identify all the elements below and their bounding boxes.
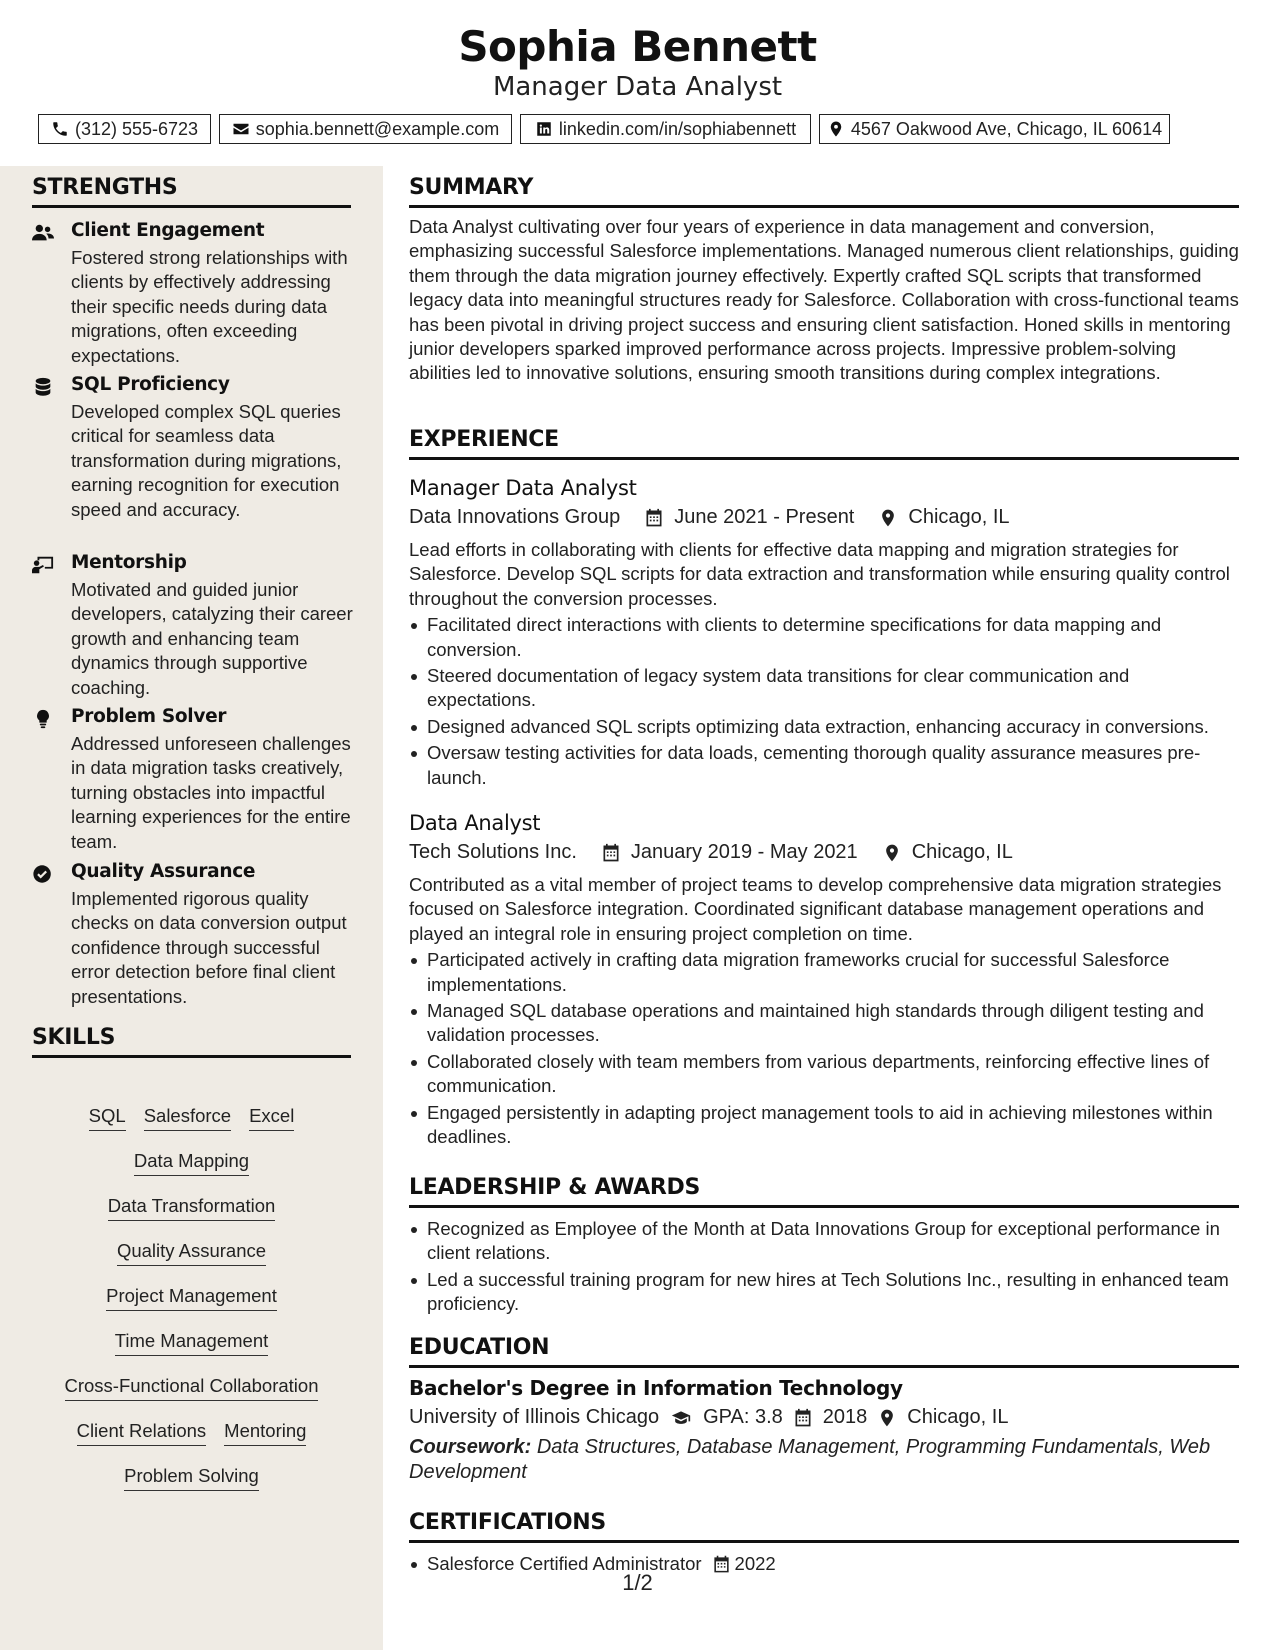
contact-address[interactable] <box>819 114 1170 144</box>
calendar-icon <box>601 843 621 863</box>
experience-section <box>409 427 1239 460</box>
leadership-item: Led a successful training program for new hires at Tech Solutions Inc., resulting in enhanced team proficiency. <box>409 1268 1239 1317</box>
skill-tag: Data Transformation <box>108 1194 276 1221</box>
users-icon <box>32 223 54 243</box>
envelope-icon <box>232 120 250 138</box>
graduation-year: 2018 <box>822 1406 868 1428</box>
skills-heading: SKILLS <box>32 1025 351 1058</box>
experience-heading: EXPERIENCE <box>409 427 1239 460</box>
contact-linkedin[interactable] <box>520 114 811 144</box>
certifications-section <box>409 1510 1239 1578</box>
job-entry <box>409 811 1239 1151</box>
map-pin-icon <box>878 508 898 528</box>
leadership-list <box>409 1217 1239 1317</box>
strengths-heading: STRENGTHS <box>32 175 351 208</box>
skill-tag: Project Management <box>106 1284 277 1311</box>
contact-address-text: 4567 Oakwood Ave, Chicago, IL 60614 <box>850 118 1163 139</box>
skill-tag: Quality Assurance <box>117 1239 266 1266</box>
job-title: Data Analyst <box>409 811 541 835</box>
job-company: Data Innovations Group <box>409 506 621 528</box>
job-bullet: Engaged persistently in adapting project management tools to aid in achieving milestones within deadlines. <box>409 1101 1239 1150</box>
job-description: Lead efforts in collaborating with clients for effective data mapping and migration strategies for Salesforce. Develop SQL scripts for data extraction and transformation while ensuring quality control throughout the conversion processes. <box>409 539 1230 609</box>
education-section <box>409 1335 1239 1485</box>
skill-tag: Cross-Functional Collaboration <box>65 1374 319 1401</box>
leadership-section <box>409 1175 1239 1319</box>
job-entry <box>409 476 1239 792</box>
check-circle-icon <box>32 864 54 884</box>
page-number: 1/2 <box>622 1570 653 1595</box>
certification-year: 2022 <box>734 1553 776 1574</box>
strength-description: Addressed unforeseen challenges in data migration tasks creatively, turning obstacles into impactful learning experiences for the entire team. <box>71 733 351 852</box>
job-dates: June 2021 - Present <box>674 506 855 528</box>
map-pin-icon <box>882 843 902 863</box>
database-icon <box>32 377 54 397</box>
skill-tag: Problem Solving <box>124 1464 259 1491</box>
coursework-label: Coursework: <box>409 1436 532 1458</box>
summary-heading: SUMMARY <box>409 175 1239 208</box>
graduation-cap-icon <box>669 1408 693 1428</box>
leadership-item: Recognized as Employee of the Month at Data Innovations Group for exceptional performance in client relations. <box>409 1217 1239 1266</box>
map-pin-icon <box>827 120 845 138</box>
job-description: Contributed as a vital member of project teams to develop comprehensive data migration strategies focused on Salesforce integration. Coordinated significant database management operations and played an integral role in ensuring project completion on time. <box>409 874 1222 944</box>
skills-section <box>32 1025 351 1058</box>
leadership-heading: LEADERSHIP & AWARDS <box>409 1175 1239 1208</box>
contact-phone[interactable] <box>38 114 211 144</box>
skills-list <box>32 1104 351 1509</box>
job-bullet: Facilitated direct interactions with clients to determine specifications for data mapping and conversion. <box>409 613 1239 662</box>
certification-name: Salesforce Certified Administrator <box>427 1553 702 1574</box>
education-heading: EDUCATION <box>409 1335 1239 1368</box>
job-bullet: Managed SQL database operations and maintained high standards through diligent testing and validation processes. <box>409 999 1239 1048</box>
job-location: Chicago, IL <box>911 841 1013 863</box>
contact-linkedin-text: linkedin.com/in/sophiabennett <box>558 118 797 139</box>
strength-title: Client Engagement <box>71 220 265 241</box>
school-location: Chicago, IL <box>907 1406 1009 1428</box>
skill-tag: Data Mapping <box>134 1149 249 1176</box>
certifications-heading: CERTIFICATIONS <box>409 1510 1239 1543</box>
summary-section <box>409 175 1239 386</box>
coursework-list: Data Structures, Database Management, Programming Fundamentals, Web Development <box>409 1436 1211 1483</box>
teacher-icon <box>32 555 54 575</box>
contact-phone-text: (312) 555-6723 <box>74 118 199 139</box>
school-name: University of Illinois Chicago <box>409 1406 660 1428</box>
contact-email-text: sophia.bennett@example.com <box>255 118 500 139</box>
skill-tag: Client Relations <box>77 1419 207 1446</box>
job-bullets <box>409 948 1239 1149</box>
strength-title: Quality Assurance <box>71 861 256 882</box>
job-company: Tech Solutions Inc. <box>409 841 577 863</box>
skill-tag: Mentoring <box>224 1419 306 1446</box>
candidate-title: Manager Data Analyst <box>492 72 783 102</box>
strength-description: Fostered strong relationships with clients by effectively addressing their specific needs during data migrations, often exceeding expectations. <box>71 247 348 366</box>
resume-header <box>0 0 1275 166</box>
job-bullets <box>409 613 1239 790</box>
strength-description: Developed complex SQL queries critical for seamless data transformation during migrations, earning recognition for execution speed and accuracy. <box>71 401 342 520</box>
summary-text: Data Analyst cultivating over four years of experience in data management and conversion, emphasizing successful Salesforce implementations. Managed numerous client relationships, guiding them through the data migration journey effectively. Expertly crafted SQL scripts that transformed legacy data into meaningful structures ready for Salesforce. Collaboration with cross-functional teams has been pivotal in driving project success and ensuring client satisfaction. Honed skills in mentoring junior developers sparked improved performance across projects. Impressive problem-solving abilities led to innovative solutions, ensuring smooth transitions during complex integrations. <box>409 216 1239 384</box>
skill-tag: Salesforce <box>144 1104 231 1131</box>
coursework <box>409 1435 1239 1485</box>
job-title: Manager Data Analyst <box>409 476 637 500</box>
strength-title: Mentorship <box>71 552 187 573</box>
contact-email[interactable] <box>219 114 512 144</box>
skill-tag: Excel <box>249 1104 294 1131</box>
degree-title: Bachelor's Degree in Information Technology <box>409 1376 903 1400</box>
job-bullet: Steered documentation of legacy system data transitions for clear communication and expectations. <box>409 664 1239 713</box>
strength-description: Motivated and guided junior developers, catalyzing their career growth and enhancing team dynamics through supportive coaching. <box>71 579 353 698</box>
gpa: GPA: 3.8 <box>703 1406 783 1428</box>
job-bullet: Oversaw testing activities for data loads, cementing thorough quality assurance measures pre-launch. <box>409 741 1239 790</box>
strengths-section <box>32 175 351 208</box>
lightbulb-icon <box>32 709 54 729</box>
job-dates: January 2019 - May 2021 <box>630 841 858 863</box>
job-bullet: Collaborated closely with team members from various departments, reinforcing effective lines of communication. <box>409 1050 1239 1099</box>
strength-title: Problem Solver <box>71 706 227 727</box>
strength-description: Implemented rigorous quality checks on data conversion output confidence through successful error detection before final client presentations. <box>71 888 347 1007</box>
calendar-icon <box>644 508 664 528</box>
calendar-icon <box>793 1408 813 1428</box>
phone-icon <box>51 120 69 138</box>
strength-title: SQL Proficiency <box>71 374 230 395</box>
candidate-name: Sophia Bennett <box>458 22 817 71</box>
map-pin-icon <box>877 1408 897 1428</box>
skill-tag: SQL <box>89 1104 126 1131</box>
job-bullet: Designed advanced SQL scripts optimizing data extraction, enhancing accuracy in conversions. <box>409 715 1239 739</box>
job-location: Chicago, IL <box>908 506 1010 528</box>
linkedin-icon <box>535 120 553 138</box>
job-bullet: Participated actively in crafting data migration frameworks crucial for successful Salesforce implementations. <box>409 948 1239 997</box>
skill-tag: Time Management <box>115 1329 269 1356</box>
